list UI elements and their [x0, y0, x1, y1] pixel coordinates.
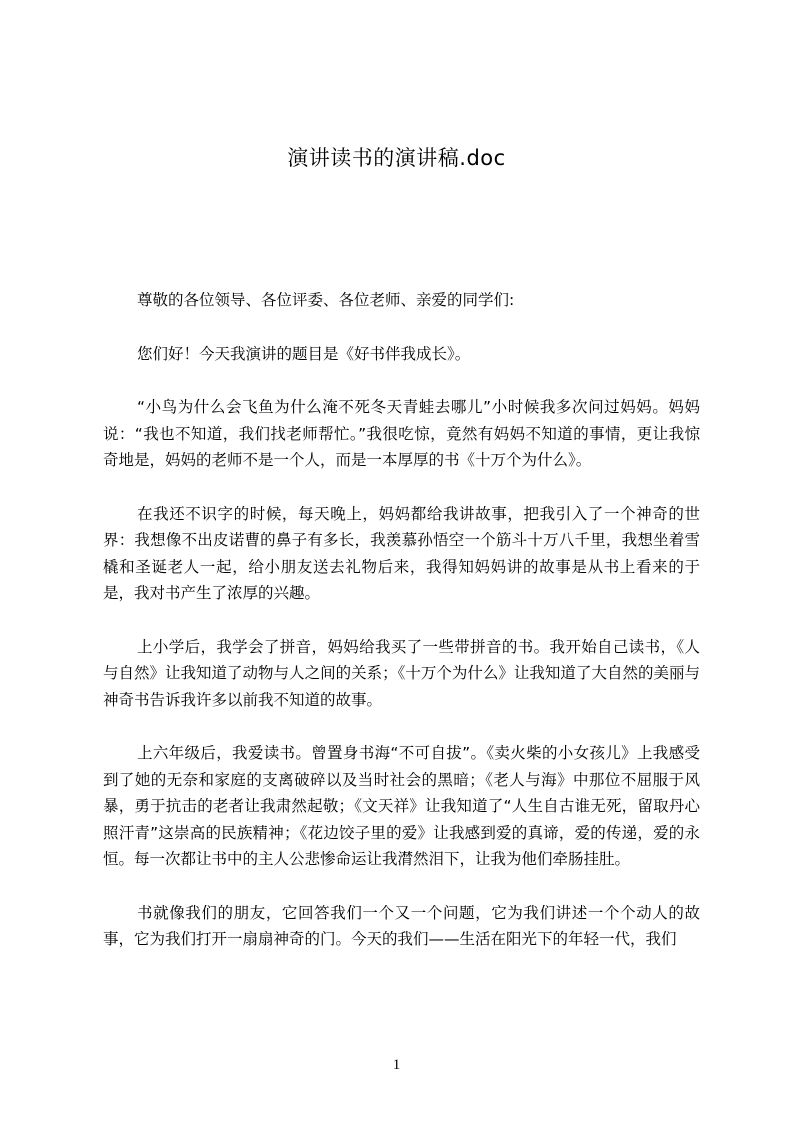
paragraph-childhood-questions: “小鸟为什么会飞鱼为什么淹不死冬天青蛙去哪儿”小时候我多次问过妈妈。妈妈说：“我也不知道，我们找老师帮忙。”我很吃惊，竟然有妈妈不知道的事情，更让我惊奇地是，妈妈的老师不是一个人，而是一本厚厚的书《十万个为什么》。: [103, 398, 700, 469]
paragraph-greeting: 您们好！今天我演讲的题目是《好书伴我成长》。: [137, 344, 471, 363]
document-body: [103, 287, 700, 980]
paragraph-bedtime-stories: 在我还不识字的时候，每天晚上，妈妈都给我讲故事，把我引入了一个神奇的世界：我想像不出皮诺曹的鼻子有多长，我羡慕孙悟空一个筋斗十万八千里，我想坐着雪橇和圣诞老人一起，给小朋友送去礼物后来，我得知妈妈讲的故事是从书上看来的于是，我对书产生了浓厚的兴趣。: [103, 504, 700, 602]
paragraph-books-as-friends: 书就像我们的朋友，它回答我们一个又一个问题，它为我们讲述一个个动人的故事，它为我们打开一扇扇神奇的门。今天的我们——生活在阳光下的年轻一代，我们: [103, 903, 700, 948]
paragraph-salutation: 尊敬的各位领导、各位评委、各位老师、亲爱的同学们:: [137, 291, 515, 309]
paragraph-primary-school: 上小学后，我学会了拼音，妈妈给我买了一些带拼音的书。我开始自己读书，《人与自然》让我知道了动物与人之间的关系；《十万个为什么》让我知道了大自然的美丽与神奇书告诉我许多以前我不知道的故事。: [103, 637, 700, 709]
page-number: 1: [392, 1057, 401, 1073]
paragraph-sixth-grade: 上六年级后，我爱读书。曾置身书海“不可自拔”。《卖火柴的小女孩儿》上我感受到了她的无奈和家庭的支离破碎以及当时社会的黑暗；《老人与海》中那位不屈服于风暴，勇于抗击的老者让我肃然起敬；《文天祥》让我知道了“人生自古谁无死，留取丹心照汗青”这崇高的民族精神；《花边饺子里的爱》让我感到爱的真谛，爱的传递，爱的永恒。每一次都让书中的主人公悲惨命运让我潸然泪下，让我为他们牵肠挂肚。: [103, 744, 700, 868]
document-title: 演讲读书的演讲稿.doc: [287, 146, 506, 170]
